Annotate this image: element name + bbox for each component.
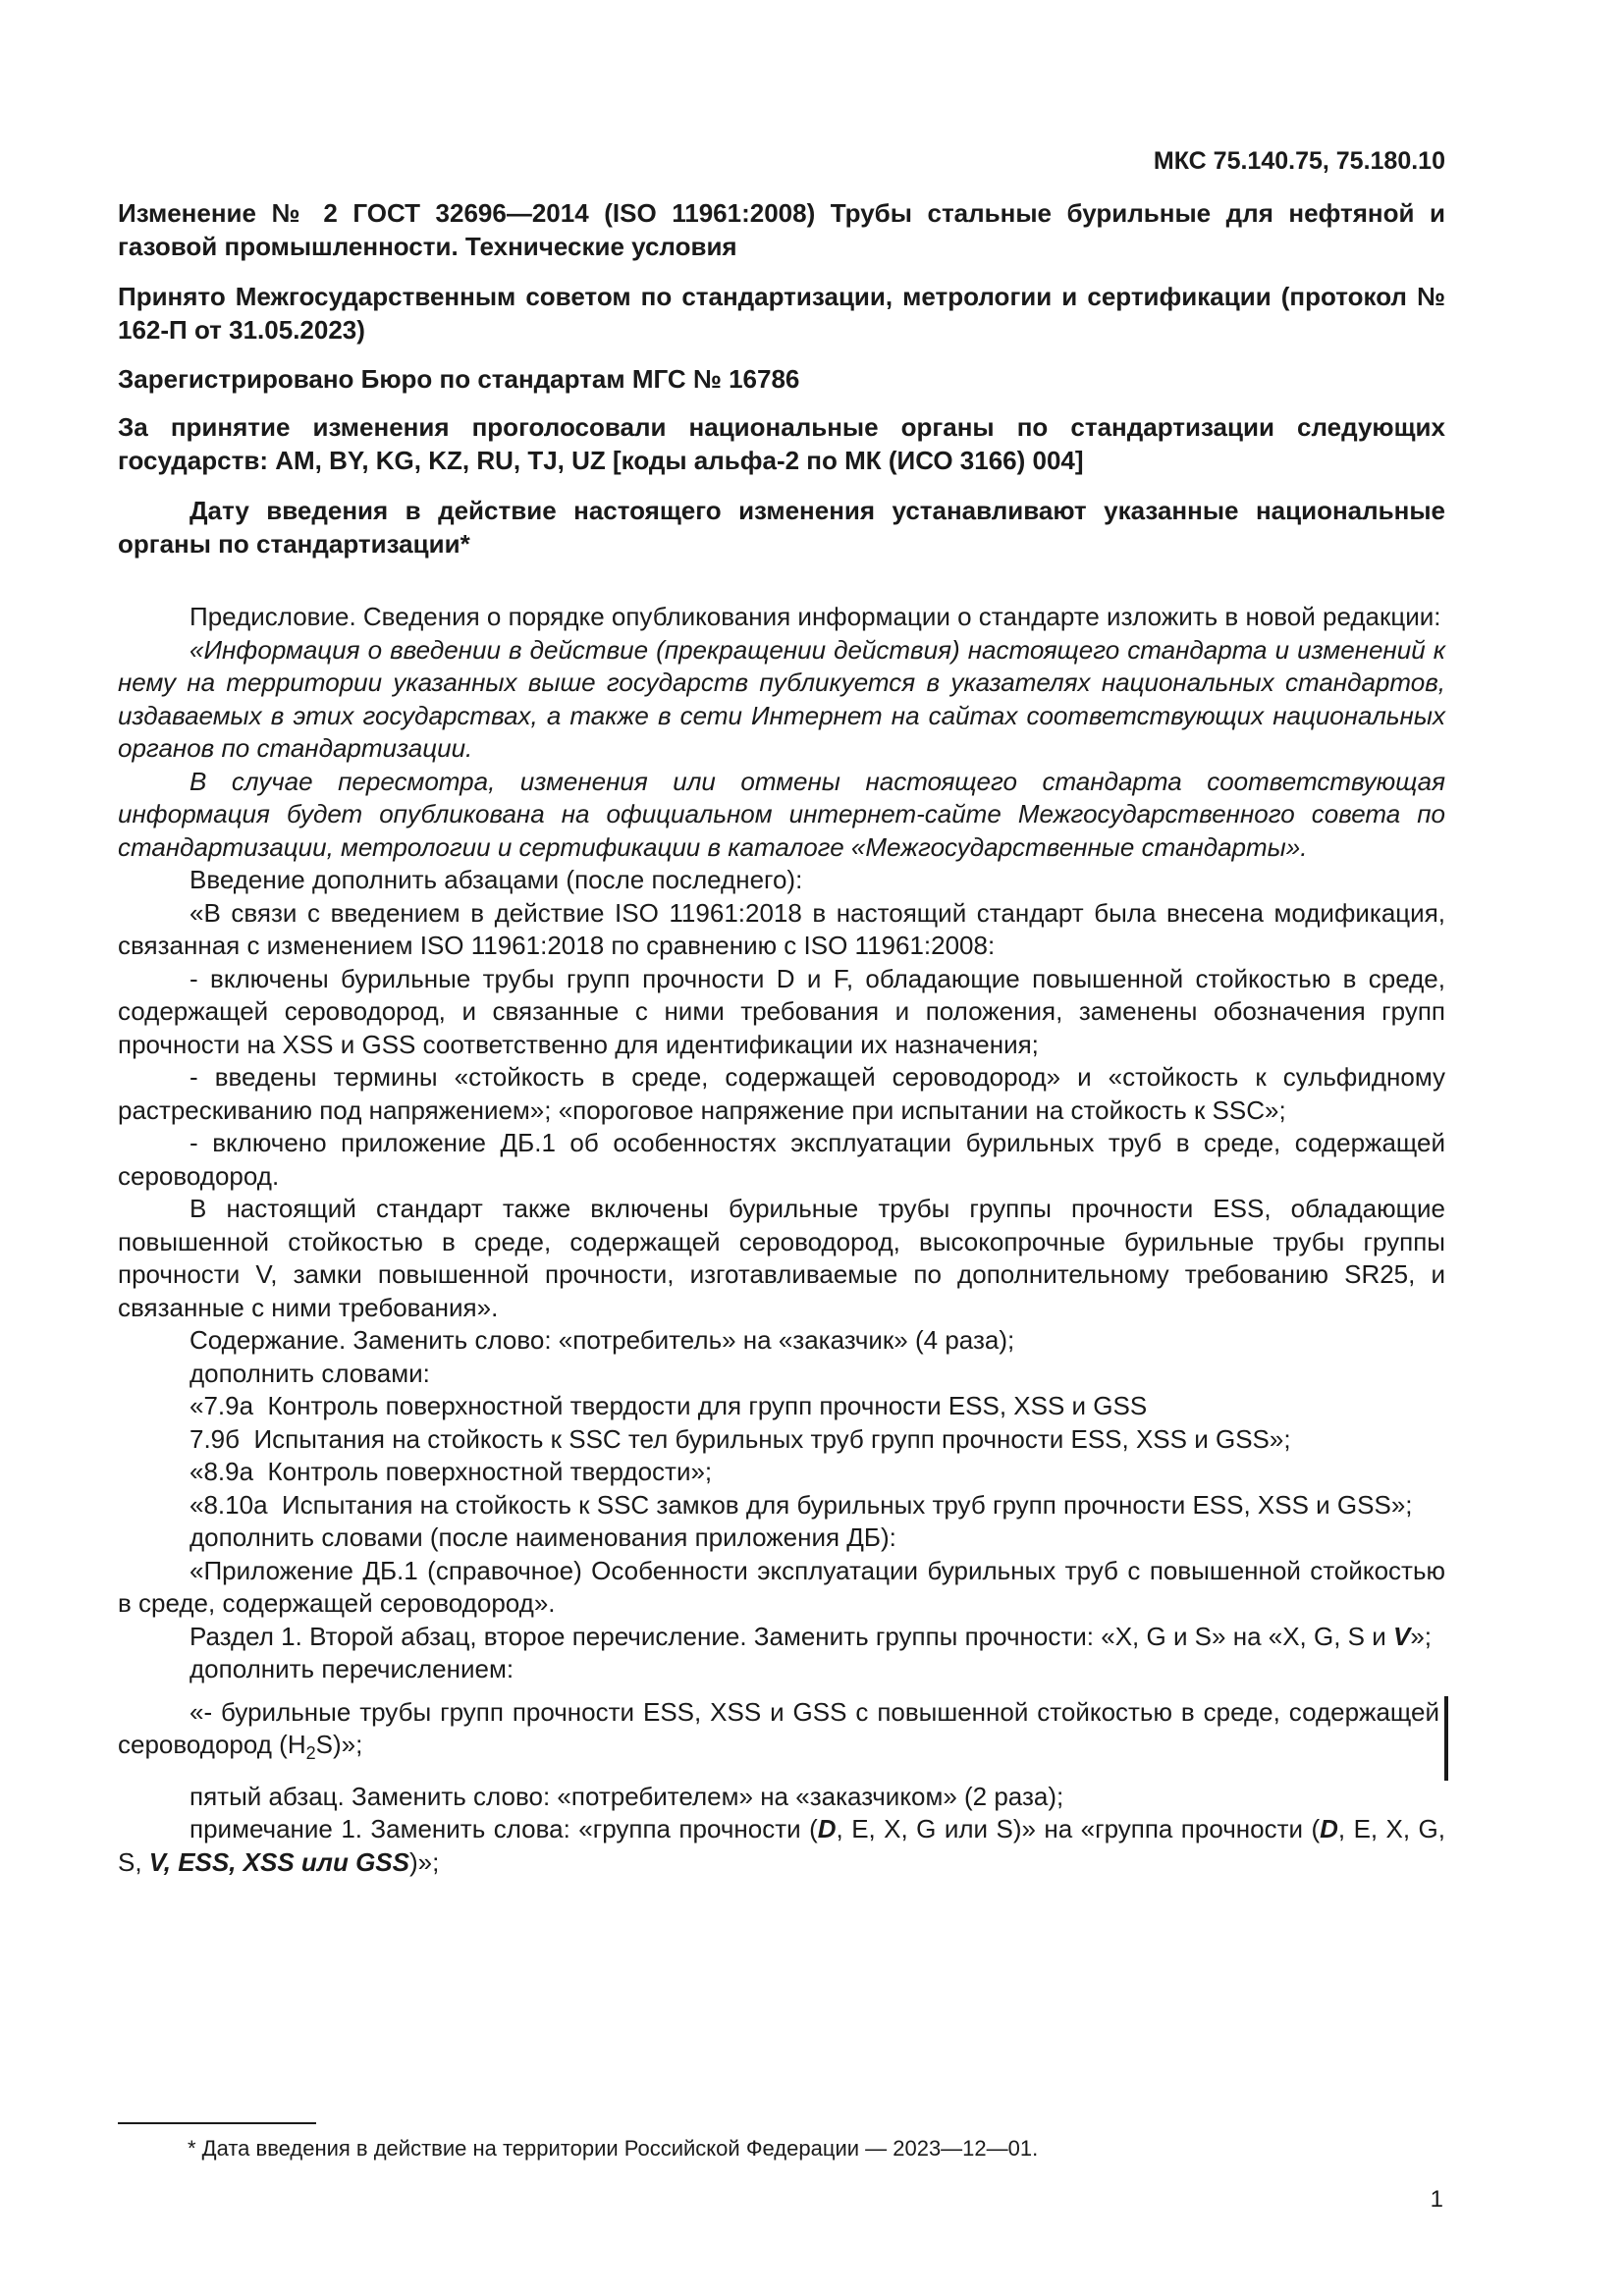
voted-statement: За принятие изменения проголосовали национальные органы по стандартизации следующих государств: AM, BY, KG, KZ, RU, TJ, UZ [коды альфа-2 по МК (ИСО 3166) 004] — [118, 412, 1445, 475]
paragraph: Введение дополнить абзацами (после последнего): — [189, 865, 803, 894]
amendment-body — [118, 601, 1445, 1879]
paragraph — [118, 1813, 1445, 1879]
text-run: , E, X, G, S, — [118, 1814, 1446, 1877]
text-run-bold-italic: V — [1393, 1621, 1411, 1651]
mks-code: МКС 75.140.75, 75.180.10 — [1153, 147, 1445, 175]
paragraph: «В связи с введением в действие ISO 11961:2018 в настоящий стандарт была внесена модификация, связанная с изменением ISO 11961:2018 по сравнению с ISO 11961:2008: — [118, 897, 1445, 960]
footnote: * Дата введения в действие на территории Российской Федерации — 2023—12—01. — [188, 2136, 1039, 2161]
paragraph: В настоящий стандарт также включены бурильные трубы группы прочности ESS, обладающие повышенной стойкостью в среде, содержащей сероводород, высокопрочные бурильные трубы группы прочности V, замки повышенной прочности, изготавливаемые по дополнительному требованию SR25, и связанные с ними требования». — [118, 1194, 1445, 1322]
paragraph: пятый абзац. Заменить слово: «потребителем» на «заказчиком» (2 раза); — [189, 1781, 1064, 1811]
paragraph: дополнить словами (после наименования приложения ДБ): — [189, 1522, 896, 1552]
paragraph: Предисловие. Сведения о порядке опубликования информации о стандарте изложить в новой редакции: — [189, 602, 1441, 631]
adopted-statement: Принято Межгосударственным советом по стандартизации, метрологии и сертификации (протокол № 162-П от 31.05.2023) — [118, 282, 1445, 345]
subscript: 2 — [305, 1743, 316, 1764]
list-item: - включено приложение ДБ.1 об особенностях эксплуатации бурильных труб в среде, содержащей сероводород. — [118, 1128, 1445, 1191]
text-run-bold-italic: V, ESS, XSS или GSS — [148, 1846, 409, 1877]
toc-entry: «7.9а Контроль поверхностной твердости для групп прочности ESS, XSS и GSS — [189, 1391, 1148, 1420]
registration-statement: Зарегистрировано Бюро по стандартам МГС № 16786 — [118, 364, 800, 394]
toc-entry: 7.9б Испытания на стойкость к SSC тел бурильных труб групп прочности ESS, XSS и GSS»; — [189, 1423, 1291, 1454]
paragraph: «Приложение ДБ.1 (справочное) Особенности эксплуатации бурильных труб с повышенной стойкостью в среде, содержащей сероводород». — [118, 1555, 1445, 1618]
paragraph: дополнить перечислением: — [189, 1654, 514, 1683]
paragraph — [118, 1696, 1445, 1771]
amendment-title: Изменение № 2 ГОСТ 32696—2014 (ISO 11961:2008) Трубы стальные бурильные для нефтяной и газовой промышленности. Технические условия — [118, 198, 1445, 261]
toc-entry: «8.10а Испытания на стойкость к SSC замков для бурильных труб групп прочности ESS, XSS и GSS»; — [189, 1489, 1413, 1520]
text-run: , E, X, G или S)» на «группа прочности ( — [836, 1814, 1321, 1844]
paragraph: Содержание. Заменить слово: «потребитель» на «заказчик» (4 раза); — [189, 1325, 1015, 1355]
effective-date-statement: Дату введения в действие настоящего изменения устанавливают указанные национальные органы по стандартизации* — [118, 496, 1445, 559]
text-run-bold-italic: D — [817, 1814, 837, 1844]
toc-entry: «8.9а Контроль поверхностной твердости»; — [189, 1457, 713, 1486]
change-marked-block — [118, 1696, 1445, 1771]
change-bar — [1444, 1696, 1448, 1781]
text-run: примечание 1. Заменить слова: «группа прочности ( — [189, 1814, 818, 1844]
paragraph — [118, 1621, 1445, 1654]
text-run: «- бурильные трубы групп прочности ESS, XSS и GSS с повышенной стойкостью в среде, содержащей сероводород (H — [118, 1696, 1439, 1759]
paragraph: В случае пересмотра, изменения или отмены настоящего стандарта соответствующая информация будет опубликована на официальном интернет-сайте Межгосударственного совета по стандартизации, метрологии и сертификации в каталоге «Межгосударственные стандарты». — [118, 766, 1445, 862]
text-run: Раздел 1. Второй абзац, второе перечисление. Заменить группы прочности: «X, G и S» на «X, G, S и — [189, 1621, 1393, 1651]
list-item: - введены термины «стойкость в среде, содержащей сероводород» и «стойкость к сульфидному растрескиванию под напряжением»; «пороговое напряжение при испытании на стойкость к SSC»; — [118, 1062, 1445, 1125]
text-run: »; — [1410, 1621, 1433, 1651]
footnote-separator — [118, 2122, 316, 2124]
paragraph: дополнить словами: — [189, 1358, 430, 1388]
page-number: 1 — [1430, 2186, 1443, 2213]
paragraph: «Информация о введении в действие (прекращении действия) настоящего стандарта и изменений к нему на территории указанных выше государств публикуется в указателях национальных стандартов, издаваемых в этих государствах, а также в сети Интернет на сайтах соответствующих национальных органов по стандартизации. — [118, 634, 1445, 763]
list-item: - включены бурильные трубы групп прочности D и F, обладающие повышенной стойкостью в среде, содержащей сероводород, и связанные с ними требования и положения, заменены обозначения групп прочности на XSS и GSS соответственно для идентификации их назначения; — [118, 963, 1445, 1059]
text-run: )»; — [409, 1846, 440, 1877]
text-run-bold-italic: D — [1320, 1814, 1338, 1844]
text-run: S)»; — [315, 1730, 363, 1759]
